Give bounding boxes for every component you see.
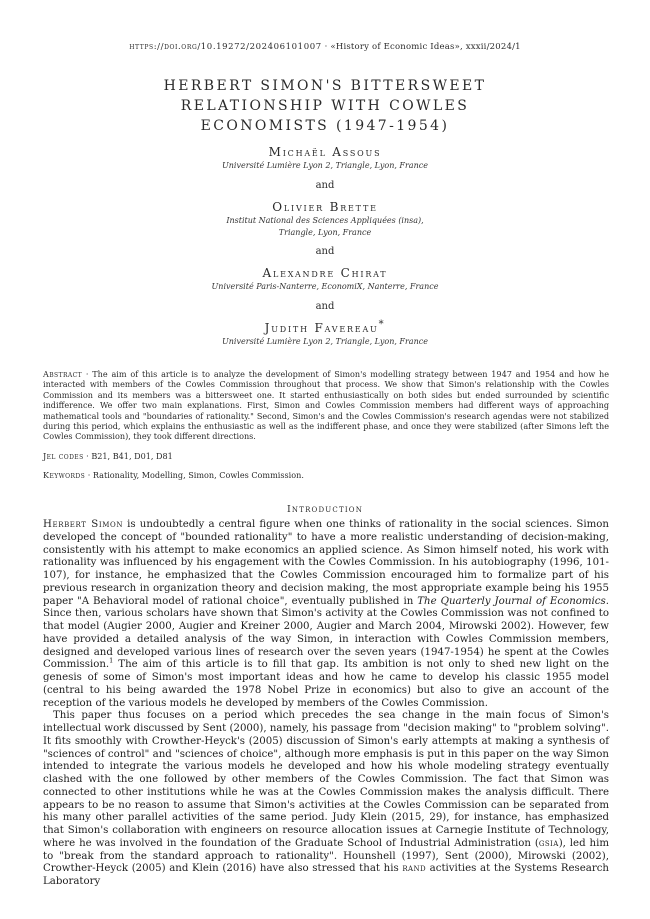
jel-values: B21, B41, D01, D81: [91, 451, 173, 461]
keywords-separator: ·: [85, 470, 93, 480]
journal-title: The Quarterly Journal of Economics: [417, 595, 606, 607]
abstract-separator: ·: [82, 369, 93, 379]
author-name: Alexandre Chirat: [262, 266, 388, 280]
author-block-1: [0, 144, 650, 172]
author-name-text: Judith Favereau: [264, 321, 379, 335]
author-name: Michaël Assous: [268, 145, 382, 159]
lead-in: Herbert Simon: [43, 519, 124, 530]
body-text: [43, 519, 609, 889]
paragraph-text: activities at the Systems Research Laboratory: [43, 863, 609, 887]
section-heading: Introduction: [286, 504, 364, 515]
author-affiliation: Université Lumière Lyon 2, Triangle, Lyon, France: [222, 337, 428, 346]
author-block-2: [0, 199, 650, 238]
running-head-separator: ·: [321, 42, 331, 52]
acronym-gsia: gsia: [538, 837, 559, 849]
paragraph-1: [43, 519, 609, 710]
author-block-3: [0, 265, 650, 293]
title-line-3: ECONOMISTS (1947-1954): [200, 118, 450, 134]
title-line-2: RELATIONSHIP WITH COWLES: [180, 98, 470, 114]
journal-citation: «History of Economic Ideas», xxxii/2024/1: [330, 42, 521, 52]
jel-label: Jel codes: [43, 451, 84, 461]
abstract: [43, 369, 609, 442]
paragraph-text: This paper thus focuses on a period which precedes the sea change in the main focus of Simon's intellectual work discussed by Sent (2000), namely, his passage from "decision making" to "problem solving". It fits smoothly with Crowther-Heyck's (2005) discussion of Simon's early attempts at making a synthesis of "sciences of control" and "sciences of choice", although more emphasis is put in this paper on the way Simon intended to integrate the various models he developed and how his whole modeling strategy eventually clashed with the one followed by other members of the Cowles Commission. The fact that Simon was connected to other institutions while he was at the Cowles Commission makes the analysis difficult. There appears to be no reason to assume that Simon's activities at the Cowles Commission can be separated from his many other parallel activities of the same period. Judy Klein (2015, 29), for instance, has emphasized that Simon's collaboration with engineers on resource allocation issues at Carnegie Institute of Technology, where he was involved in the foundation of the Graduate School of Industrial Administration (: [43, 710, 609, 849]
keywords: [43, 470, 609, 480]
title-line-1: HERBERT SIMON'S BITTERSWEET: [163, 78, 487, 94]
doi-link[interactable]: https://doi.org/10.19272/202406101007: [129, 42, 322, 52]
and-separator: and: [315, 301, 335, 312]
jel-separator: ·: [83, 451, 92, 461]
paragraph-text: ), led him to "break from the standard approach to rationality". Hounshell (1997), Sent (2000), Mirowski (2002), Crowther-Heyck (2005) and Klein (2016) have also stressed that his: [43, 837, 609, 875]
running-head: [0, 42, 650, 52]
paragraph-2: [43, 710, 609, 889]
author-affiliation: Triangle, Lyon, France: [278, 227, 372, 237]
keywords-values: Rationality, Modelling, Simon, Cowles Commission.: [92, 470, 304, 480]
keywords-label: Keywords: [43, 470, 86, 480]
paragraph-text: . Since then, various scholars have shown that Simon's activity at the Cowles Commission was not confined to that model (Augier 2000, Augier and Kreiner 2000, Augier and March 2004, Mirowski 2002). However, few have provided a detailed analysis of the way Simon, in interaction with Cowles Commission members, designed and developed various lines of research over the seven years (1947-1954) he spent at the Cowles Commission.: [43, 595, 609, 671]
acronym-rand: rand: [402, 863, 427, 875]
author-name: [0, 320, 650, 336]
author-affiliation: Institut National des Sciences Appliquées (insa),: [226, 216, 424, 225]
footnote-ref[interactable]: 1: [109, 656, 114, 665]
author-block-4: [0, 320, 650, 348]
abstract-label: Abstract: [43, 369, 83, 379]
footnote-marker-star[interactable]: *: [378, 319, 386, 330]
and-separator: and: [315, 180, 335, 191]
author-affiliation: Université Lumière Lyon 2, Triangle, Lyon, France: [222, 161, 428, 170]
jel-codes: [43, 451, 609, 461]
paragraph-text: is undoubtedly a central figure when one thinks of rationality in the social sciences. Simon developed the concept of "bounded rationality" to have a more realistic understanding of decision-making, consistently with his attempt to make economics an applied science. As Simon himself noted, his work with rationality was influenced by his engagement with the Cowles Commission. In his autobiography (1996, 101-107), for instance, he emphasized that the Cowles Commission encouraged him to formalize part of his previous research in organization theory and decision making, the most appropriate example being his 1955 paper "A Behavioral model of rational choice", eventually published in: [43, 519, 609, 607]
author-name: Olivier Brette: [272, 200, 378, 214]
abstract-text: The aim of this article is to analyze the development of Simon's modelling strategy between 1947 and 1954 and how he interacted with members of the Cowles Commission throughout that process. We show that Simon's relationship with the Cowles Commission and its members was a bittersweet one. It started enthusiastically on both sides but ended surrounded by scientific indifference. We offer two main explanations. First, Simon and Cowles Commission members had different ways of approaching mathematical tools and "boundaries of rationality." Second, Simon's and the Cowles Commission's research agendas were not stabilized during this period, which explains the enthusiastic as well as the indifferent phase, and once they were stabilized (after Simons left the Cowles Commission), they took different directions.: [43, 369, 610, 442]
author-affiliation: Université Paris-Nanterre, EconomiX, Nanterre, France: [211, 282, 439, 291]
paragraph-text: The aim of this article is to fill that gap. Its ambition is not only to shed new light on the genesis of some of Simon's most important ideas and how he came to develop his classic 1955 model (central to his being awarded the 1978 Nobel Prize in economics) but also to give an account of the reception of the various models he developed by members of the Cowles Commission.: [43, 659, 609, 709]
and-separator: and: [315, 246, 335, 257]
article-title: [0, 76, 650, 136]
